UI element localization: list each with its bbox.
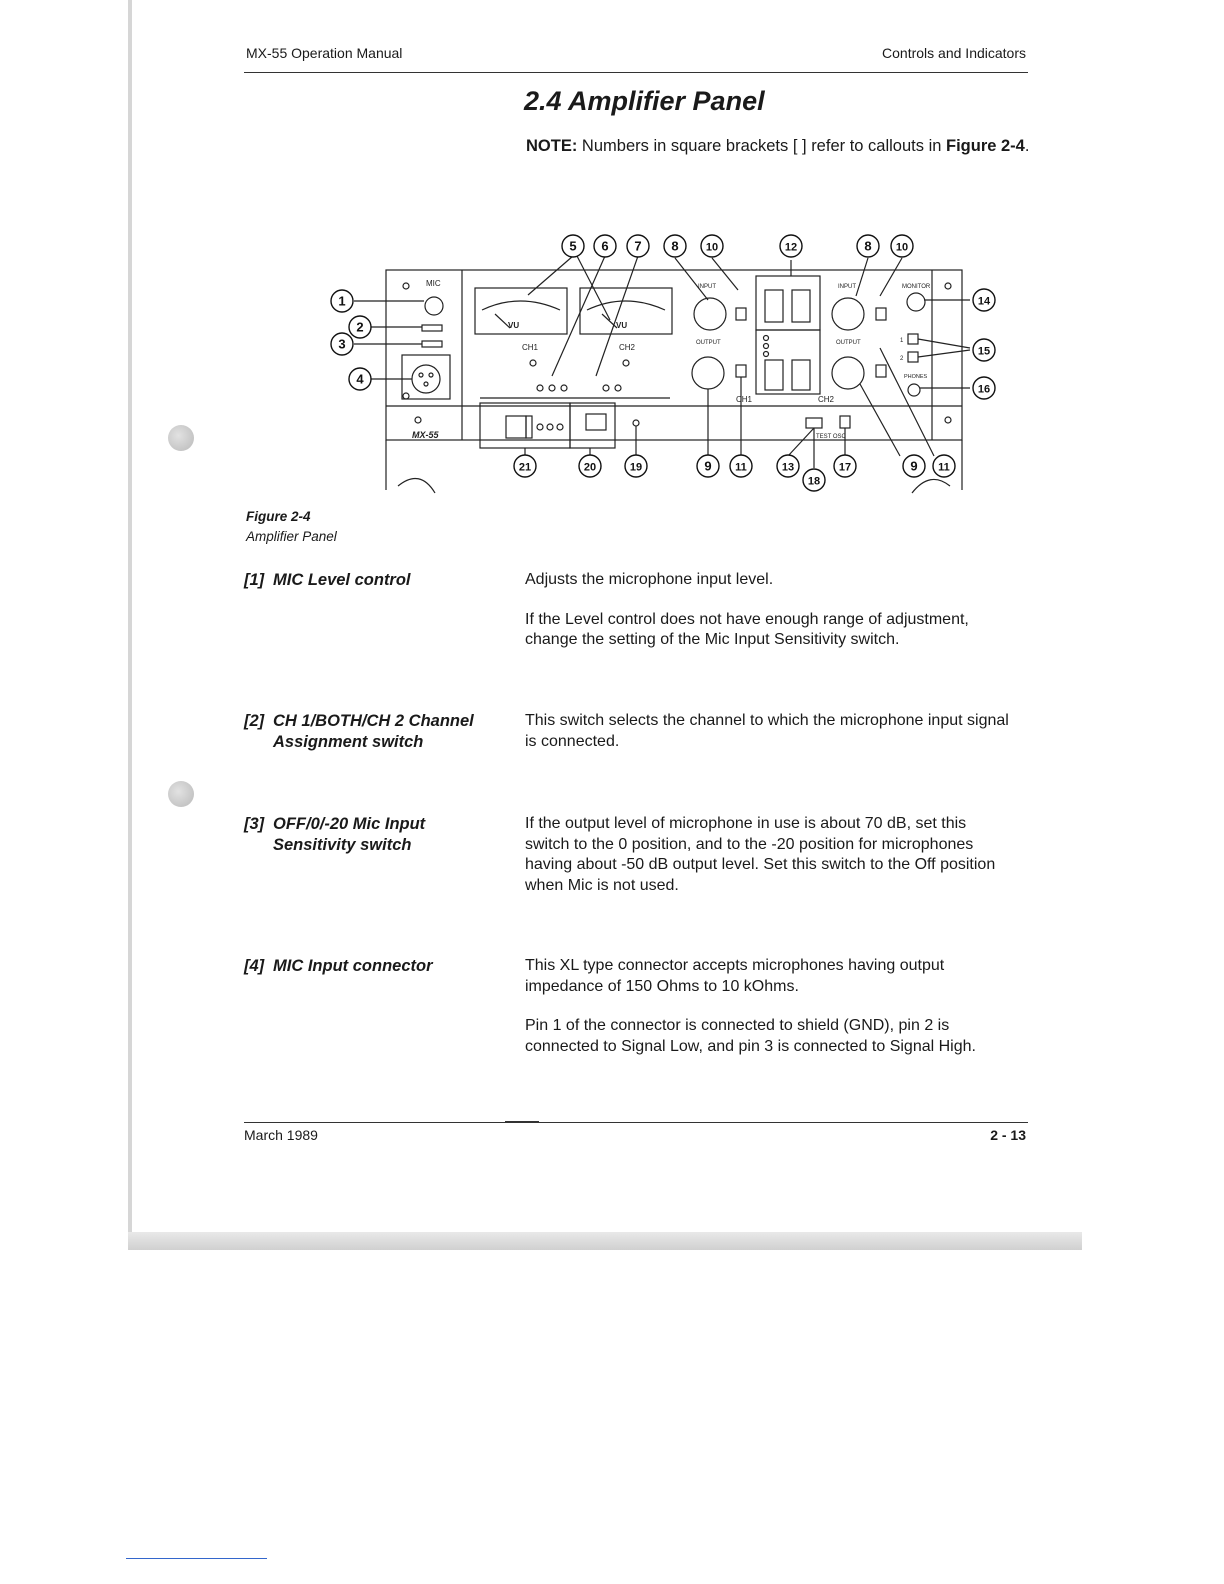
callout-label: 1	[338, 293, 346, 309]
callout-label: 4	[356, 371, 364, 387]
ch2-input-label: INPUT	[838, 284, 856, 290]
item-desc-1	[525, 570, 1015, 670]
amplifier-panel-figure	[320, 228, 1000, 503]
figure-number: Figure 2-4	[246, 509, 311, 524]
note-text-end: .	[1024, 137, 1030, 155]
callout-label: 14	[977, 295, 991, 308]
callout-label: 12	[784, 241, 798, 254]
item-desc-4	[525, 956, 1015, 1076]
callout-label: 5	[569, 238, 577, 254]
ch2-output-knob	[832, 357, 864, 389]
callout-label: 18	[807, 475, 821, 488]
selector-2-label: 2	[900, 356, 904, 362]
item-paragraph: If the Level control does not have enough range of adjustment, change the setting of the Mic Input Sensitivity switch.	[525, 610, 969, 648]
callout-label: 8	[864, 238, 872, 254]
item-paragraph: This switch selects the channel to which the microphone input signal is connected.	[525, 712, 1009, 750]
item-title-4	[244, 956, 494, 977]
callout-label: 7	[634, 238, 642, 254]
item-desc-3	[525, 814, 1015, 915]
footer-date: March 1989	[244, 1127, 318, 1143]
callout-label: 13	[781, 461, 795, 474]
callout-label: 10	[895, 241, 909, 254]
callout-label: 15	[977, 345, 991, 358]
ch1-input-knob	[694, 298, 726, 330]
phones-label: PHONES	[904, 374, 928, 380]
note-label: NOTE:	[526, 137, 578, 155]
ch1-section-label: CH1	[736, 395, 753, 404]
item-title-1	[244, 570, 494, 591]
item-number: [4]	[244, 957, 265, 975]
selector-1-label: 1	[900, 338, 904, 344]
page-edge-bottom	[128, 1232, 1082, 1250]
item-title-3	[244, 814, 494, 856]
ch2-meter-label: CH2	[619, 343, 636, 352]
vu1-label: VU	[508, 321, 520, 330]
callout-label: 10	[705, 241, 719, 254]
callout-label: 3	[338, 336, 346, 352]
panel-outline	[386, 270, 962, 440]
header-manual-title: MX-55 Operation Manual	[246, 45, 403, 61]
item-title-line: Sensitivity switch	[273, 836, 412, 854]
test-osc-label: TEST OSC	[816, 434, 846, 440]
callout-label: 17	[838, 461, 852, 474]
ch2-input-knob	[832, 298, 864, 330]
header-chapter-title: Controls and Indicators	[882, 45, 1026, 61]
item-title-line: OFF/0/-20 Mic Input	[273, 815, 426, 833]
callout-label: 16	[977, 383, 991, 396]
page-number: 2 - 13	[990, 1127, 1026, 1143]
callout-label: 11	[938, 461, 950, 474]
callout-label: 11	[735, 461, 747, 474]
footer-rule	[244, 1122, 1028, 1123]
note-text: Numbers in square brackets [ ] refer to callouts in	[577, 137, 946, 155]
punch-hole	[168, 781, 194, 807]
figure-caption-text: Amplifier Panel	[246, 529, 337, 544]
item-title-line: Assignment switch	[273, 733, 424, 751]
note	[526, 137, 1029, 156]
item-desc-2	[525, 711, 1015, 771]
item-paragraph: Adjusts the microphone input level.	[525, 571, 774, 588]
note-figure-ref: Figure 2-4	[946, 137, 1025, 155]
figure-caption	[246, 507, 337, 547]
callout-label: 20	[583, 461, 597, 474]
item-number: [2]	[244, 712, 265, 730]
callout-label: 9	[910, 458, 918, 474]
monitor-label: MONITOR	[902, 284, 931, 290]
xlr-connector	[412, 365, 440, 393]
model-label: MX-55	[412, 430, 439, 440]
monitor-knob	[907, 293, 925, 311]
item-title-line: MIC Input connector	[273, 957, 433, 975]
item-title-line: CH 1/BOTH/CH 2 Channel	[273, 712, 474, 730]
item-paragraph: Pin 1 of the connector is connected to shield (GND), pin 2 is connected to Signal Low, and pin 3 is connected to Signal High.	[525, 1017, 976, 1055]
punch-hole	[168, 425, 194, 451]
ch1-output-label: OUTPUT	[696, 340, 721, 346]
callout-label: 9	[704, 458, 712, 474]
ch1-meter-label: CH1	[522, 343, 539, 352]
phones-jack	[908, 384, 920, 396]
item-title-line: MIC Level control	[273, 571, 411, 589]
callout-label: 2	[356, 319, 364, 335]
callout-label: 21	[518, 461, 532, 474]
mic-level-knob	[425, 297, 443, 315]
callout-label: 19	[629, 461, 643, 474]
mic-label: MIC	[426, 279, 441, 288]
section-title: 2.4 Amplifier Panel	[524, 86, 765, 116]
header-rule	[244, 72, 1028, 73]
item-paragraph: This XL type connector accepts microphones having output impedance of 150 Ohms to 10 kOhms.	[525, 957, 945, 995]
item-paragraph: If the output level of microphone in use is about 70 dB, set this switch to the 0 position, and to the -20 position for microphones having about -50 dB output level. Set this switch to the Off position when Mic is not used.	[525, 815, 996, 894]
vu-meter-ch1	[475, 288, 567, 334]
item-title-2	[244, 711, 494, 753]
ch1-input-label: INPUT	[698, 284, 716, 290]
footer-rule-accent	[505, 1121, 539, 1123]
page-edge-left	[128, 0, 132, 1250]
callout-label: 6	[601, 238, 609, 254]
underline-mark	[126, 1558, 267, 1559]
item-number: [1]	[244, 571, 265, 589]
ch1-output-knob	[692, 357, 724, 389]
item-number: [3]	[244, 815, 265, 833]
ch2-section-label: CH2	[818, 395, 835, 404]
vu2-label: VU	[616, 321, 628, 330]
callout-label: 8	[671, 238, 679, 254]
ch2-output-label: OUTPUT	[836, 340, 861, 346]
